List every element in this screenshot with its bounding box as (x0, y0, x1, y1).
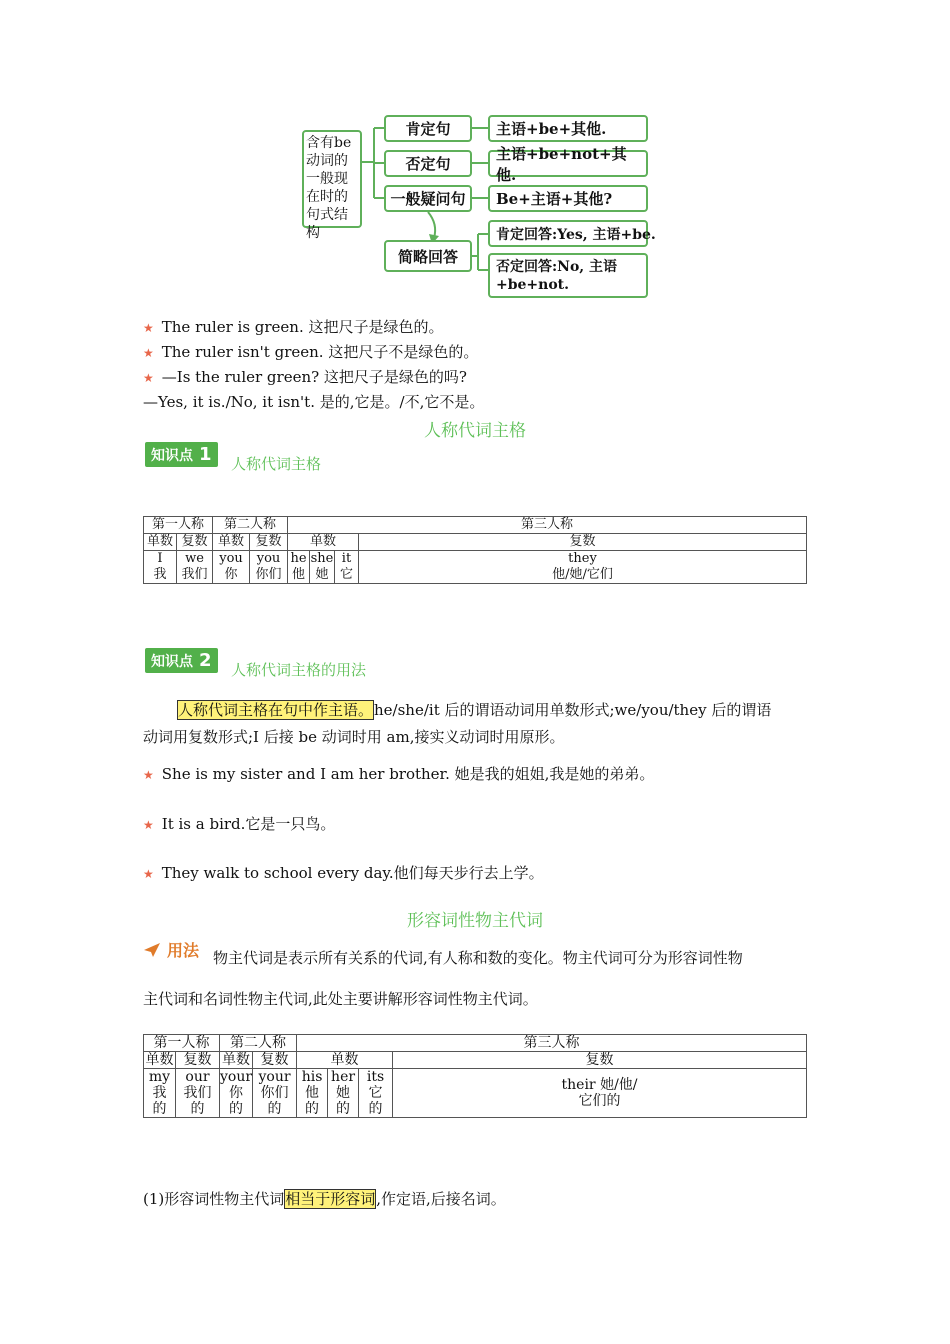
section-title-2: 形容词性物主代词 (407, 911, 543, 931)
diagram-question: 一般疑问句 (384, 185, 472, 212)
header-first-person: 第一人称 (144, 517, 213, 534)
diagram-question-rule: Be+主语+其他? (488, 185, 648, 212)
star-icon: ★ (143, 346, 154, 360)
note-line: (1)形容词性物主代词相当于形容词,作定语,后接名词。 (143, 1190, 506, 1208)
answer-line: —Yes, it is./No, it isn't. 是的,它是。/不,它不是。 (143, 393, 485, 411)
knowledge-badge-1: 知识点 1 (145, 442, 218, 467)
usage-highlight: 人称代词主格在句中作主语。 (178, 701, 374, 719)
pronoun-table: 第一人称 第二人称 第三人称 单数 复数 单数 复数 单数 复数 I 我 we 我们 you 你 you 你们 he 他 she 她 it 它 they 他/她/它们 (143, 516, 807, 584)
star-icon: ★ (143, 321, 154, 335)
header-third-person: 第三人称 (288, 517, 807, 534)
section-title-1: 人称代词主格 (424, 421, 526, 441)
diagram-short-yes: 肯定回答:Yes, 主语+be. (488, 220, 648, 247)
example-4: ★ She is my sister and I am her brother. 她是我的姐姐,我是她的弟弟。 (143, 765, 655, 783)
header-second-person: 第二人称 (213, 517, 288, 534)
diagram-short: 简略回答 (384, 240, 472, 272)
star-icon: ★ (143, 818, 154, 832)
diagram-short-no: 否定回答:No, 主语+be+not. (488, 253, 648, 298)
example-1: ★ The ruler is green. 这把尺子是绿色的。 (143, 318, 444, 336)
knowledge-badge-2: 知识点 2 (145, 648, 218, 673)
diagram-affirm: 肯定句 (384, 115, 472, 142)
diagram-negate-rule: 主语+be+not+其他. (488, 150, 648, 177)
usage2-paragraph: 物主代词是表示所有关系的代词,有人称和数的变化。物主代词可分为形容词性物 主代词和名词性物主代词,此处主要讲解形容词性物主代词。 (143, 949, 743, 1008)
star-icon: ★ (143, 867, 154, 881)
example-2: ★ The ruler isn't green. 这把尺子不是绿色的。 (143, 343, 479, 361)
kp1-title: 人称代词主格 (231, 455, 322, 473)
diagram-negate: 否定句 (384, 150, 472, 177)
note-highlight: 相当于形容词 (285, 1190, 376, 1208)
diagram-root: 含有be动词的一般现在时的句式结构 (302, 130, 362, 228)
structure-diagram (300, 112, 656, 302)
kp2-title: 人称代词主格的用法 (231, 661, 367, 679)
example-5: ★ It is a bird.它是一只鸟。 (143, 815, 336, 833)
diagram-affirm-rule: 主语+be+其他. (488, 115, 648, 142)
usage-paragraph: 人称代词主格在句中作主语。he/she/it 后的谓语动词用单数形式;we/you/they 后的谓语 动词用复数形式;I 后接 be 动词时用 am,接实义动词时用原形。 (143, 701, 772, 746)
example-3: ★ —Is the ruler green? 这把尺子是绿色的吗? (143, 368, 467, 386)
star-icon: ★ (143, 371, 154, 385)
possessive-table: 第一人称 第二人称 第三人称 单数 复数 单数 复数 单数 复数 my 我的 our 我们的 your 你的 your 你们的 his 他的 her 她的 its 它的 their 她/他/ 它们的 (143, 1034, 807, 1118)
example-6: ★ They walk to school every day.他们每天步行去上学。 (143, 864, 544, 882)
star-icon: ★ (143, 768, 154, 782)
usage-label: 用法 (143, 938, 199, 961)
